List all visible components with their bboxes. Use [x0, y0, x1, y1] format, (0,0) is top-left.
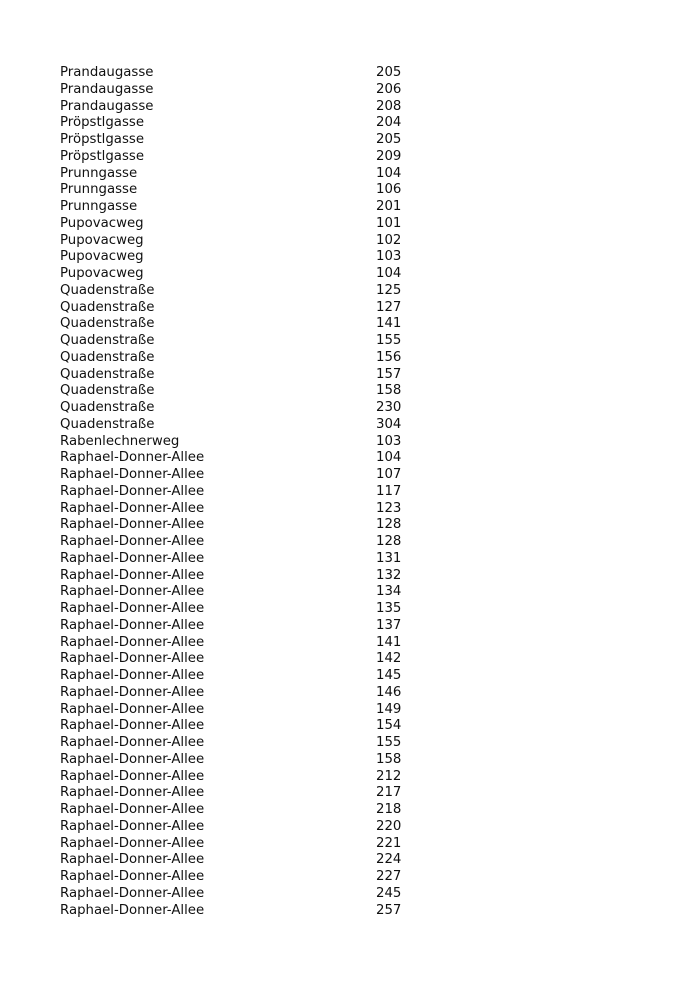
street-name-cell: Raphael-Donner-Allee	[60, 668, 205, 683]
house-number-cell: 146	[376, 684, 402, 700]
street-name-cell: Raphael-Donner-Allee	[60, 500, 205, 516]
street-name-cell: Prunngasse	[60, 199, 138, 214]
table-row	[60, 350, 420, 367]
table-row	[60, 668, 420, 685]
house-number-cell: 127	[376, 299, 402, 315]
table-row	[60, 400, 420, 417]
table-row	[60, 517, 420, 534]
table-row	[60, 300, 420, 317]
street-name-cell: Raphael-Donner-Allee	[60, 567, 205, 583]
table-row	[60, 635, 420, 652]
street-name-cell: Raphael-Donner-Allee	[60, 534, 205, 549]
house-number-cell: 220	[376, 818, 402, 834]
street-name-cell: Quadenstraße	[60, 416, 155, 432]
house-number-cell: 134	[376, 584, 402, 600]
table-row	[60, 769, 420, 786]
house-number-cell: 125	[376, 282, 402, 298]
house-number-cell: 204	[376, 115, 402, 131]
house-number-cell: 206	[376, 81, 402, 97]
house-number-cell: 104	[376, 266, 402, 281]
street-name-cell: Quadenstraße	[60, 299, 155, 315]
house-number-cell: 106	[376, 182, 402, 198]
house-number-cell: 217	[376, 785, 402, 801]
house-number-cell: 142	[376, 651, 402, 667]
house-number-cell: 154	[376, 718, 402, 734]
house-number-cell: 218	[376, 802, 402, 817]
street-name-cell: Raphael-Donner-Allee	[60, 902, 205, 918]
table-row	[60, 551, 420, 568]
table-row	[60, 584, 420, 601]
street-name-cell: Quadenstraße	[60, 349, 155, 365]
street-name-cell: Raphael-Donner-Allee	[60, 835, 205, 851]
street-name-cell: Quadenstraße	[60, 316, 155, 332]
street-name-cell: Raphael-Donner-Allee	[60, 701, 205, 717]
house-number-cell: 117	[376, 483, 402, 499]
street-name-cell: Prandaugasse	[60, 98, 154, 114]
table-row	[60, 534, 420, 551]
street-name-cell: Raphael-Donner-Allee	[60, 785, 205, 801]
house-number-cell: 230	[376, 400, 402, 415]
house-number-cell: 155	[376, 735, 402, 750]
table-row	[60, 618, 420, 635]
house-number-cell: 104	[376, 165, 402, 181]
house-number-cell: 304	[376, 416, 402, 432]
house-number-cell: 209	[376, 148, 402, 164]
house-number-cell: 205	[376, 132, 402, 147]
table-row	[60, 819, 420, 836]
street-name-cell: Raphael-Donner-Allee	[60, 601, 205, 616]
table-row	[60, 233, 420, 250]
street-name-cell: Quadenstraße	[60, 383, 155, 399]
table-row	[60, 852, 420, 869]
table-row	[60, 886, 420, 903]
street-name-cell: Raphael-Donner-Allee	[60, 550, 205, 566]
table-row	[60, 166, 420, 183]
table-row	[60, 802, 420, 819]
street-name-cell: Raphael-Donner-Allee	[60, 517, 205, 533]
street-name-cell: Quadenstraße	[60, 333, 155, 348]
street-name-cell: Quadenstraße	[60, 366, 155, 382]
table-row	[60, 601, 420, 618]
street-name-cell: Raphael-Donner-Allee	[60, 852, 205, 868]
table-row	[60, 383, 420, 400]
table-row	[60, 903, 420, 920]
table-row	[60, 718, 420, 735]
street-name-cell: Raphael-Donner-Allee	[60, 634, 205, 650]
street-name-cell: Raphael-Donner-Allee	[60, 869, 205, 884]
house-number-cell: 128	[376, 517, 402, 533]
street-name-cell: Rabenlechnerweg	[60, 433, 180, 449]
table-row	[60, 735, 420, 752]
table-row	[60, 199, 420, 216]
table-row	[60, 333, 420, 350]
table-row	[60, 651, 420, 668]
table-row	[60, 836, 420, 853]
street-name-cell: Raphael-Donner-Allee	[60, 467, 205, 482]
house-number-cell: 156	[376, 349, 402, 365]
house-number-cell: 145	[376, 668, 402, 683]
table-row	[60, 149, 420, 166]
house-number-cell: 149	[376, 701, 402, 717]
street-name-cell: Quadenstraße	[60, 282, 155, 298]
house-number-cell: 141	[376, 634, 402, 650]
house-number-cell: 104	[376, 450, 402, 466]
street-name-cell: Raphael-Donner-Allee	[60, 802, 205, 817]
table-row	[60, 752, 420, 769]
house-number-cell: 132	[376, 567, 402, 583]
table-row	[60, 182, 420, 199]
address-table	[60, 65, 420, 919]
street-name-cell: Prunngasse	[60, 165, 138, 181]
street-name-cell: Prandaugasse	[60, 81, 154, 97]
table-row	[60, 266, 420, 283]
table-row	[60, 785, 420, 802]
table-row	[60, 434, 420, 451]
house-number-cell: 103	[376, 249, 402, 265]
street-name-cell: Pupovacweg	[60, 232, 144, 248]
house-number-cell: 205	[376, 65, 402, 80]
street-name-cell: Raphael-Donner-Allee	[60, 450, 205, 466]
table-row	[60, 99, 420, 116]
table-row	[60, 82, 420, 99]
table-row	[60, 450, 420, 467]
table-row	[60, 283, 420, 300]
street-name-cell: Raphael-Donner-Allee	[60, 718, 205, 734]
house-number-cell: 201	[376, 199, 402, 214]
table-row	[60, 568, 420, 585]
street-name-cell: Raphael-Donner-Allee	[60, 684, 205, 700]
table-row	[60, 249, 420, 266]
house-number-cell: 155	[376, 333, 402, 348]
table-row	[60, 467, 420, 484]
house-number-cell: 101	[376, 215, 402, 231]
street-name-cell: Raphael-Donner-Allee	[60, 768, 205, 784]
house-number-cell: 208	[376, 98, 402, 114]
table-row	[60, 484, 420, 501]
house-number-cell: 141	[376, 316, 402, 332]
house-number-cell: 227	[376, 869, 402, 884]
street-name-cell: Pröpstlgasse	[60, 132, 144, 147]
street-name-cell: Raphael-Donner-Allee	[60, 617, 205, 633]
house-number-cell: 158	[376, 751, 402, 767]
table-row	[60, 685, 420, 702]
house-number-cell: 103	[376, 433, 402, 449]
table-row	[60, 501, 420, 518]
house-number-cell: 131	[376, 550, 402, 566]
house-number-cell: 245	[376, 885, 402, 901]
house-number-cell: 102	[376, 232, 402, 248]
street-name-cell: Raphael-Donner-Allee	[60, 735, 205, 750]
street-name-cell: Pröpstlgasse	[60, 115, 144, 131]
table-row	[60, 316, 420, 333]
table-row	[60, 65, 420, 82]
house-number-cell: 123	[376, 500, 402, 516]
house-number-cell: 212	[376, 768, 402, 784]
house-number-cell: 135	[376, 601, 402, 616]
street-name-cell: Raphael-Donner-Allee	[60, 483, 205, 499]
house-number-cell: 221	[376, 835, 402, 851]
house-number-cell: 137	[376, 617, 402, 633]
house-number-cell: 257	[376, 902, 402, 918]
street-name-cell: Quadenstraße	[60, 400, 155, 415]
table-row	[60, 869, 420, 886]
street-name-cell: Raphael-Donner-Allee	[60, 885, 205, 901]
street-name-cell: Raphael-Donner-Allee	[60, 751, 205, 767]
table-row	[60, 367, 420, 384]
street-name-cell: Prandaugasse	[60, 65, 154, 80]
street-name-cell: Raphael-Donner-Allee	[60, 651, 205, 667]
street-name-cell: Raphael-Donner-Allee	[60, 818, 205, 834]
street-name-cell: Pröpstlgasse	[60, 148, 144, 164]
house-number-cell: 158	[376, 383, 402, 399]
table-row	[60, 417, 420, 434]
house-number-cell: 128	[376, 534, 402, 549]
house-number-cell: 107	[376, 467, 402, 482]
table-row	[60, 216, 420, 233]
house-number-cell: 157	[376, 366, 402, 382]
house-number-cell: 224	[376, 852, 402, 868]
street-name-cell: Prunngasse	[60, 182, 138, 198]
street-name-cell: Pupovacweg	[60, 266, 144, 281]
table-row	[60, 702, 420, 719]
table-row	[60, 115, 420, 132]
table-row	[60, 132, 420, 149]
street-name-cell: Pupovacweg	[60, 215, 144, 231]
street-name-cell: Pupovacweg	[60, 249, 144, 265]
street-name-cell: Raphael-Donner-Allee	[60, 584, 205, 600]
